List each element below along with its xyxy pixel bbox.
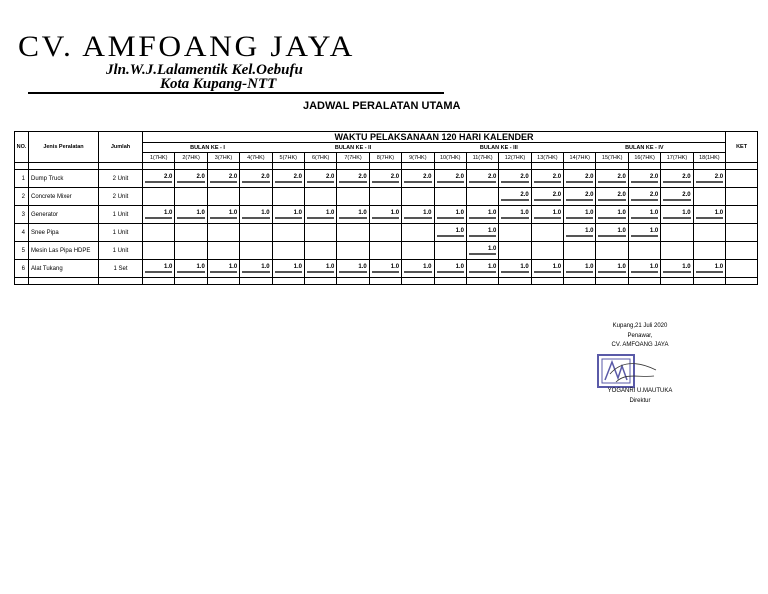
col-name-header: Jenis Peralatan — [29, 132, 99, 163]
signature-block — [590, 322, 690, 351]
empty-cell — [402, 278, 434, 285]
schedule-bar: 1.0 — [663, 264, 690, 273]
col-ket-header: KET — [726, 132, 758, 163]
schedule-cell — [693, 260, 725, 278]
spacer-row — [15, 278, 758, 285]
week-header: 10(7HK) — [434, 153, 466, 163]
schedule-bar: 2.0 — [177, 174, 204, 183]
schedule-cell — [434, 170, 466, 188]
empty-cell — [240, 163, 272, 170]
schedule-bar: 1.0 — [339, 210, 366, 219]
schedule-bar: 2.0 — [372, 174, 399, 183]
signer-name: YOGANRI U.MAUTUKA — [607, 388, 673, 394]
empty-cell — [369, 278, 401, 285]
empty-cell — [175, 163, 207, 170]
table-row — [15, 188, 758, 206]
equipment-qty: 2 Unit — [99, 170, 143, 188]
schedule-cell — [596, 260, 628, 278]
schedule-cell — [143, 260, 175, 278]
schedule-cell — [175, 242, 207, 260]
empty-cell — [143, 163, 175, 170]
empty-cell — [466, 163, 498, 170]
schedule-cell — [693, 206, 725, 224]
schedule-cell — [240, 242, 272, 260]
schedule-bar: 1.0 — [501, 264, 528, 273]
schedule-bar: 1.0 — [469, 264, 496, 273]
schedule-cell — [272, 170, 304, 188]
week-header: 13(7HK) — [531, 153, 563, 163]
schedule-cell — [434, 242, 466, 260]
schedule-bar: 1.0 — [469, 246, 496, 255]
schedule-bar: 2.0 — [663, 192, 690, 201]
schedule-bar: 2.0 — [339, 174, 366, 183]
week-header: 17(7HK) — [661, 153, 693, 163]
schedule-bar: 1.0 — [437, 210, 464, 219]
equipment-qty: 1 Unit — [99, 224, 143, 242]
week-header: 15(7HK) — [596, 153, 628, 163]
row-number: 6 — [15, 260, 29, 278]
table-row — [15, 242, 758, 260]
schedule-cell — [337, 206, 369, 224]
empty-cell — [207, 163, 239, 170]
schedule-bar: 2.0 — [696, 174, 723, 183]
schedule-bar: 1.0 — [210, 210, 237, 219]
empty-cell — [531, 163, 563, 170]
schedule-cell — [402, 242, 434, 260]
week-header: 4(7HK) — [240, 153, 272, 163]
equipment-name: Alat Tukang — [29, 260, 99, 278]
table-row — [15, 260, 758, 278]
schedule-cell — [304, 170, 336, 188]
schedule-cell — [499, 206, 531, 224]
empty-cell — [434, 278, 466, 285]
equipment-qty: 1 Unit — [99, 206, 143, 224]
schedule-bar: 1.0 — [598, 210, 625, 219]
schedule-cell — [661, 260, 693, 278]
schedule-cell — [304, 206, 336, 224]
week-header: 3(7HK) — [207, 153, 239, 163]
week-header: 18(1HK) — [693, 153, 725, 163]
schedule-cell — [175, 224, 207, 242]
schedule-cell — [466, 170, 498, 188]
schedule-cell — [466, 260, 498, 278]
empty-cell — [15, 278, 29, 285]
schedule-cell — [499, 242, 531, 260]
schedule-cell — [628, 242, 660, 260]
schedule-cell — [564, 188, 596, 206]
schedule-bar: 2.0 — [145, 174, 172, 183]
schedule-cell — [272, 260, 304, 278]
schedule-cell — [661, 170, 693, 188]
schedule-bar: 1.0 — [696, 264, 723, 273]
schedule-cell — [402, 170, 434, 188]
schedule-bar: 2.0 — [566, 174, 593, 183]
remark-cell — [726, 170, 758, 188]
schedule-cell — [434, 260, 466, 278]
schedule-bar: 2.0 — [631, 174, 658, 183]
schedule-cell — [596, 206, 628, 224]
equipment-schedule-table — [14, 131, 758, 285]
schedule-cell — [402, 224, 434, 242]
empty-cell — [99, 163, 143, 170]
schedule-cell — [207, 188, 239, 206]
month-header: BULAN KE - I — [143, 143, 273, 153]
schedule-cell — [434, 224, 466, 242]
schedule-cell — [434, 188, 466, 206]
schedule-cell — [661, 242, 693, 260]
schedule-cell — [369, 260, 401, 278]
schedule-cell — [402, 188, 434, 206]
empty-cell — [726, 278, 758, 285]
empty-cell — [434, 163, 466, 170]
schedule-cell — [175, 206, 207, 224]
schedule-bar: 2.0 — [663, 174, 690, 183]
col-no-header: NO. — [15, 132, 29, 163]
letterhead-divider — [28, 92, 444, 94]
empty-cell — [369, 163, 401, 170]
schedule-cell — [272, 206, 304, 224]
schedule-cell — [402, 260, 434, 278]
document-title: JADWAL PERALATAN UTAMA — [303, 100, 461, 112]
empty-cell — [304, 163, 336, 170]
empty-cell — [661, 278, 693, 285]
schedule-cell — [369, 224, 401, 242]
schedule-cell — [628, 170, 660, 188]
week-header: 9(7HK) — [402, 153, 434, 163]
schedule-cell — [272, 188, 304, 206]
schedule-cell — [661, 188, 693, 206]
schedule-bar: 2.0 — [275, 174, 302, 183]
schedule-bar: 1.0 — [598, 228, 625, 237]
schedule-cell — [175, 188, 207, 206]
signer-title: Direktur — [629, 397, 651, 404]
week-header: 1(7HK) — [143, 153, 175, 163]
company-city: Kota Kupang-NTT — [160, 76, 277, 92]
schedule-bar: 1.0 — [275, 264, 302, 273]
schedule-bar: 1.0 — [696, 210, 723, 219]
empty-cell — [726, 163, 758, 170]
empty-cell — [240, 278, 272, 285]
equipment-name: Dump Truck — [29, 170, 99, 188]
empty-cell — [499, 278, 531, 285]
schedule-cell — [207, 224, 239, 242]
month-header: BULAN KE - IV — [564, 143, 726, 153]
schedule-bar: 1.0 — [631, 264, 658, 273]
letterhead — [18, 30, 468, 92]
schedule-bar: 1.0 — [469, 228, 496, 237]
empty-cell — [661, 163, 693, 170]
schedule-bar: 1.0 — [242, 264, 269, 273]
schedule-cell — [402, 206, 434, 224]
week-header: 16(7HK) — [628, 153, 660, 163]
schedule-bar: 1.0 — [437, 228, 464, 237]
schedule-bar: 1.0 — [501, 210, 528, 219]
schedule-cell — [207, 170, 239, 188]
schedule-cell — [175, 260, 207, 278]
company-name: CV. AMFOANG JAYA — [18, 30, 355, 63]
table-row — [15, 170, 758, 188]
schedule-bar: 1.0 — [177, 264, 204, 273]
schedule-cell — [596, 242, 628, 260]
empty-cell — [402, 163, 434, 170]
schedule-bar: 2.0 — [501, 192, 528, 201]
schedule-bar: 1.0 — [339, 264, 366, 273]
schedule-cell — [175, 170, 207, 188]
schedule-bar: 2.0 — [598, 192, 625, 201]
remark-cell — [726, 242, 758, 260]
schedule-cell — [466, 188, 498, 206]
schedule-cell — [466, 224, 498, 242]
month-header: BULAN KE - II — [272, 143, 434, 153]
schedule-cell — [369, 188, 401, 206]
schedule-bar: 2.0 — [598, 174, 625, 183]
row-number: 5 — [15, 242, 29, 260]
schedule-cell — [143, 224, 175, 242]
schedule-cell — [207, 260, 239, 278]
schedule-cell — [628, 206, 660, 224]
schedule-cell — [628, 260, 660, 278]
remark-cell — [726, 188, 758, 206]
signer-role: Penawar, — [627, 332, 653, 339]
schedule-cell — [596, 188, 628, 206]
week-header: 5(7HK) — [272, 153, 304, 163]
schedule-bar: 2.0 — [242, 174, 269, 183]
schedule-bar: 2.0 — [307, 174, 334, 183]
empty-cell — [596, 163, 628, 170]
week-header: 8(7HK) — [369, 153, 401, 163]
month-header: BULAN KE - III — [434, 143, 564, 153]
schedule-cell — [596, 170, 628, 188]
schedule-cell — [596, 224, 628, 242]
schedule-bar: 2.0 — [534, 174, 561, 183]
empty-cell — [466, 278, 498, 285]
empty-cell — [564, 278, 596, 285]
company-address: Jln.W.J.Lalamentik Kel.Oebufu — [106, 62, 303, 78]
empty-cell — [337, 278, 369, 285]
schedule-cell — [564, 206, 596, 224]
row-number: 4 — [15, 224, 29, 242]
schedule-cell — [240, 170, 272, 188]
schedule-cell — [337, 224, 369, 242]
empty-cell — [628, 278, 660, 285]
schedule-cell — [434, 206, 466, 224]
schedule-bar: 1.0 — [210, 264, 237, 273]
schedule-bar: 2.0 — [566, 192, 593, 201]
schedule-cell — [304, 224, 336, 242]
schedule-bar: 1.0 — [598, 264, 625, 273]
schedule-bar: 2.0 — [501, 174, 528, 183]
empty-cell — [596, 278, 628, 285]
table-row — [15, 224, 758, 242]
schedule-cell — [693, 188, 725, 206]
schedule-cell — [499, 188, 531, 206]
week-header: 12(7HK) — [499, 153, 531, 163]
schedule-cell — [499, 224, 531, 242]
schedule-cell — [272, 242, 304, 260]
table-row — [15, 206, 758, 224]
schedule-bar: 1.0 — [242, 210, 269, 219]
schedule-cell — [531, 170, 563, 188]
schedule-bar: 2.0 — [631, 192, 658, 201]
schedule-bar: 1.0 — [566, 228, 593, 237]
schedule-cell — [531, 188, 563, 206]
equipment-name: Mesin Las Pipa HDPE — [29, 242, 99, 260]
schedule-cell — [337, 260, 369, 278]
schedule-cell — [207, 206, 239, 224]
schedule-bar: 2.0 — [469, 174, 496, 183]
empty-cell — [99, 278, 143, 285]
week-header: 7(7HK) — [337, 153, 369, 163]
schedule-cell — [369, 206, 401, 224]
equipment-qty: 2 Unit — [99, 188, 143, 206]
schedule-cell — [466, 242, 498, 260]
schedule-bar: 1.0 — [404, 210, 431, 219]
schedule-cell — [337, 170, 369, 188]
week-header: 6(7HK) — [304, 153, 336, 163]
signer-block — [590, 387, 690, 406]
company-stamp-signature — [596, 352, 658, 390]
schedule-cell — [143, 242, 175, 260]
schedule-bar: 1.0 — [275, 210, 302, 219]
equipment-name: Snee Pipa — [29, 224, 99, 242]
week-header: 11(7HK) — [466, 153, 498, 163]
remark-cell — [726, 224, 758, 242]
empty-cell — [29, 278, 99, 285]
schedule-cell — [466, 206, 498, 224]
schedule-cell — [304, 242, 336, 260]
schedule-cell — [240, 260, 272, 278]
schedule-bar: 1.0 — [469, 210, 496, 219]
schedule-bar: 1.0 — [534, 210, 561, 219]
schedule-bar: 1.0 — [534, 264, 561, 273]
row-number: 2 — [15, 188, 29, 206]
schedule-cell — [661, 206, 693, 224]
empty-cell — [693, 163, 725, 170]
empty-cell — [272, 278, 304, 285]
schedule-bar: 1.0 — [437, 264, 464, 273]
schedule-cell — [207, 242, 239, 260]
schedule-cell — [272, 224, 304, 242]
schedule-bar: 2.0 — [210, 174, 237, 183]
schedule-cell — [564, 224, 596, 242]
schedule-cell — [531, 242, 563, 260]
col-qty-header: Jumlah — [99, 132, 143, 163]
schedule-cell — [693, 242, 725, 260]
schedule-bar: 2.0 — [534, 192, 561, 201]
remark-cell — [726, 206, 758, 224]
schedule-cell — [143, 170, 175, 188]
schedule-cell — [628, 224, 660, 242]
schedule-bar: 1.0 — [307, 264, 334, 273]
signer-company: CV. AMFOANG JAYA — [611, 342, 669, 348]
schedule-bar: 1.0 — [307, 210, 334, 219]
schedule-bar: 2.0 — [404, 174, 431, 183]
equipment-name: Generator — [29, 206, 99, 224]
schedule-bar: 1.0 — [631, 210, 658, 219]
schedule-cell — [143, 206, 175, 224]
equipment-name: Concrete Mixer — [29, 188, 99, 206]
schedule-bar: 1.0 — [566, 264, 593, 273]
equipment-qty: 1 Set — [99, 260, 143, 278]
schedule-cell — [369, 170, 401, 188]
empty-cell — [29, 163, 99, 170]
schedule-cell — [499, 170, 531, 188]
schedule-cell — [337, 188, 369, 206]
schedule-cell — [240, 188, 272, 206]
empty-cell — [628, 163, 660, 170]
empty-cell — [15, 163, 29, 170]
schedule-cell — [564, 260, 596, 278]
place-date: Kupang,21 Juli 2020 — [612, 323, 668, 329]
row-number: 1 — [15, 170, 29, 188]
schedule-cell — [531, 260, 563, 278]
schedule-cell — [240, 224, 272, 242]
schedule-bar: 1.0 — [372, 210, 399, 219]
empty-cell — [207, 278, 239, 285]
schedule-cell — [564, 242, 596, 260]
empty-cell — [304, 278, 336, 285]
schedule-bar: 1.0 — [177, 210, 204, 219]
schedule-bar: 1.0 — [663, 210, 690, 219]
schedule-cell — [693, 224, 725, 242]
empty-cell — [564, 163, 596, 170]
remark-cell — [726, 260, 758, 278]
schedule-cell — [531, 206, 563, 224]
schedule-cell — [337, 242, 369, 260]
schedule-period-header: WAKTU PELAKSANAAN 120 HARI KALENDER — [143, 132, 726, 143]
schedule-cell — [693, 170, 725, 188]
schedule-cell — [499, 260, 531, 278]
empty-cell — [272, 163, 304, 170]
schedule-bar: 1.0 — [631, 228, 658, 237]
schedule-cell — [304, 188, 336, 206]
schedule-bar: 1.0 — [145, 264, 172, 273]
schedule-cell — [304, 260, 336, 278]
week-header: 2(7HK) — [175, 153, 207, 163]
week-header: 14(7HK) — [564, 153, 596, 163]
schedule-bar: 1.0 — [566, 210, 593, 219]
empty-cell — [499, 163, 531, 170]
schedule-cell — [240, 206, 272, 224]
schedule-cell — [564, 170, 596, 188]
schedule-cell — [369, 242, 401, 260]
schedule-bar: 2.0 — [437, 174, 464, 183]
empty-cell — [531, 278, 563, 285]
schedule-cell — [531, 224, 563, 242]
spacer-row — [15, 163, 758, 170]
empty-cell — [693, 278, 725, 285]
empty-cell — [143, 278, 175, 285]
schedule-cell — [661, 224, 693, 242]
schedule-cell — [628, 188, 660, 206]
schedule-bar: 1.0 — [145, 210, 172, 219]
row-number: 3 — [15, 206, 29, 224]
empty-cell — [175, 278, 207, 285]
equipment-qty: 1 Unit — [99, 242, 143, 260]
schedule-cell — [143, 188, 175, 206]
schedule-bar: 1.0 — [404, 264, 431, 273]
schedule-bar: 1.0 — [372, 264, 399, 273]
empty-cell — [337, 163, 369, 170]
